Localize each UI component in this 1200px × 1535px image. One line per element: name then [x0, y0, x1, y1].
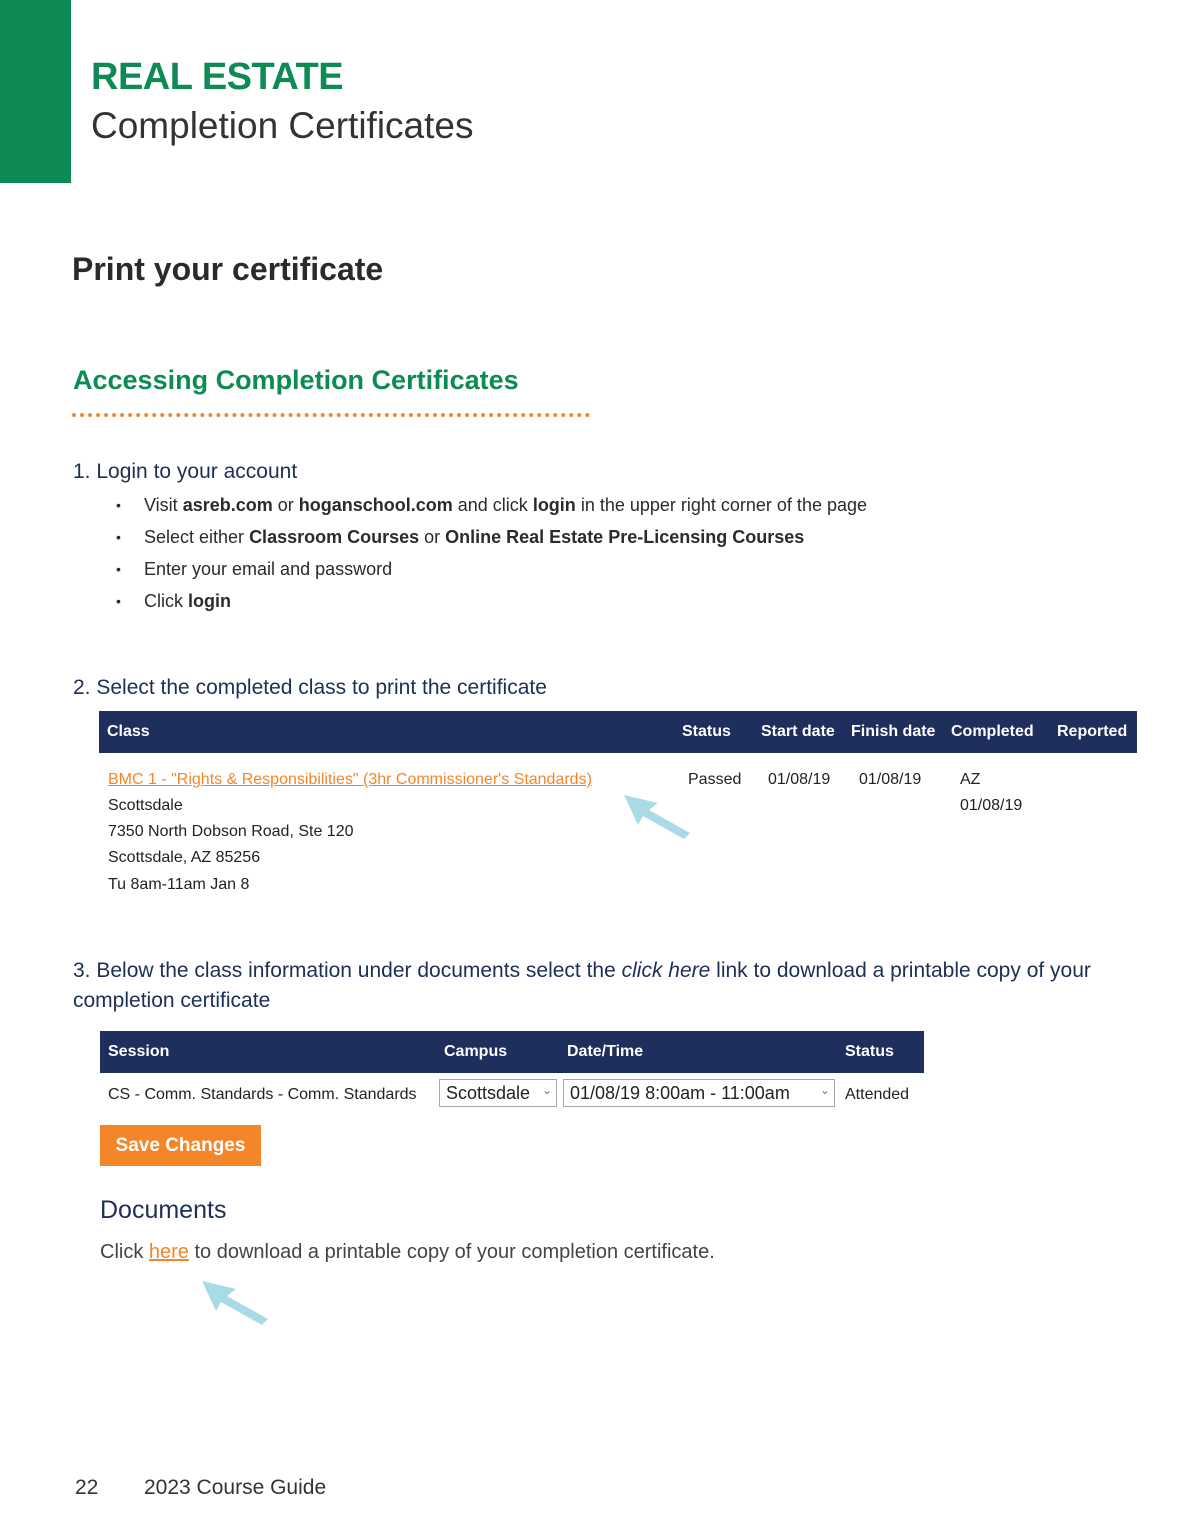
bullet-text: Click	[144, 591, 188, 611]
list-item	[116, 589, 867, 621]
class-finish-date: 01/08/19	[859, 771, 922, 788]
step-1-heading: 1. Login to your account	[73, 460, 298, 483]
brand-color-bar	[0, 0, 71, 183]
page-title: Print your certificate	[72, 251, 384, 287]
site-name: hoganschool.com	[298, 495, 453, 515]
section-heading: Accessing Completion Certificates	[73, 365, 519, 395]
page-number: 22	[75, 1476, 99, 1499]
arrow-icon	[622, 793, 694, 841]
login-term: login	[532, 495, 576, 515]
bullet-text: in the upper right corner of the page	[575, 495, 868, 515]
documents-heading: Documents	[100, 1196, 227, 1224]
header-subtitle: Completion Certificates	[91, 105, 474, 146]
session-table-header	[100, 1031, 924, 1073]
class-completed-date: 01/08/19	[960, 797, 1023, 814]
footer-guide-title: 2023 Course Guide	[144, 1476, 327, 1499]
documents-text: to download a printable copy of your completion certificate.	[188, 1241, 715, 1263]
class-link[interactable]: BMC 1 - "Rights & Responsibilities" (3hr Commissioner's Standards)	[108, 771, 592, 788]
list-item	[116, 493, 867, 525]
login-term: login	[188, 591, 231, 611]
bullet-text: or	[419, 527, 446, 547]
class-table-header	[99, 711, 1137, 753]
column-header-status: Status	[845, 1043, 894, 1060]
datetime-select[interactable]	[563, 1079, 835, 1107]
step-3-text: link to download a printable copy of your completion certificate	[73, 959, 1091, 1012]
class-status: Passed	[688, 771, 742, 788]
bullet-text: and click	[452, 495, 533, 515]
bullet-text: Enter your email and password	[144, 559, 393, 579]
datetime-select-value: 01/08/19 8:00am - 11:00am	[570, 1083, 790, 1103]
column-header-campus: Campus	[444, 1043, 508, 1060]
column-header-datetime: Date/Time	[567, 1043, 644, 1060]
session-status: Attended	[845, 1086, 910, 1103]
dotted-divider	[72, 413, 590, 417]
class-start-date: 01/08/19	[768, 771, 831, 788]
login-steps-list	[116, 493, 867, 621]
documents-text: Click	[100, 1241, 149, 1263]
campus-select-value: Scottsdale	[446, 1083, 531, 1103]
bullet-text: or	[272, 495, 299, 515]
class-location: Scottsdale	[108, 797, 183, 814]
site-name: asreb.com	[182, 495, 273, 515]
campus-select[interactable]	[439, 1079, 557, 1107]
arrow-icon	[200, 1279, 272, 1327]
save-changes-button[interactable]: Save Changes	[100, 1125, 261, 1166]
bullet-text: Visit	[144, 495, 183, 515]
column-header-reported: Reported	[1057, 723, 1128, 740]
step-3-text: 3. Below the class information under documents select the	[73, 959, 622, 982]
download-certificate-link[interactable]: here	[148, 1241, 189, 1263]
step-2-heading: 2. Select the completed class to print the certificate	[73, 676, 547, 699]
chevron-down-icon: ⌄	[819, 1083, 830, 1097]
column-header-completed: Completed	[951, 723, 1034, 740]
header-title: REAL ESTATE	[91, 56, 344, 98]
column-header-finish-date: Finish date	[851, 723, 936, 740]
column-header-session: Session	[108, 1043, 170, 1060]
column-header-start-date: Start date	[761, 723, 835, 740]
class-city: Scottsdale, AZ 85256	[108, 849, 261, 866]
session-name: CS - Comm. Standards - Comm. Standards	[108, 1086, 417, 1103]
bullet-text: Select either	[144, 527, 250, 547]
class-completed-state: AZ	[960, 771, 981, 788]
step-3-emphasis: click here	[621, 959, 711, 982]
column-header-class: Class	[107, 723, 150, 740]
column-header-status: Status	[682, 723, 731, 740]
step-3-heading	[73, 956, 1133, 1016]
course-type: Online Real Estate Pre-Licensing Courses	[445, 527, 805, 547]
course-type: Classroom Courses	[249, 527, 420, 547]
class-address: 7350 North Dobson Road, Ste 120	[108, 823, 354, 840]
chevron-down-icon: ⌄	[541, 1083, 552, 1097]
documents-line	[100, 1241, 715, 1264]
class-schedule: Tu 8am-11am Jan 8	[108, 876, 250, 893]
list-item	[116, 525, 867, 557]
list-item	[116, 557, 867, 589]
